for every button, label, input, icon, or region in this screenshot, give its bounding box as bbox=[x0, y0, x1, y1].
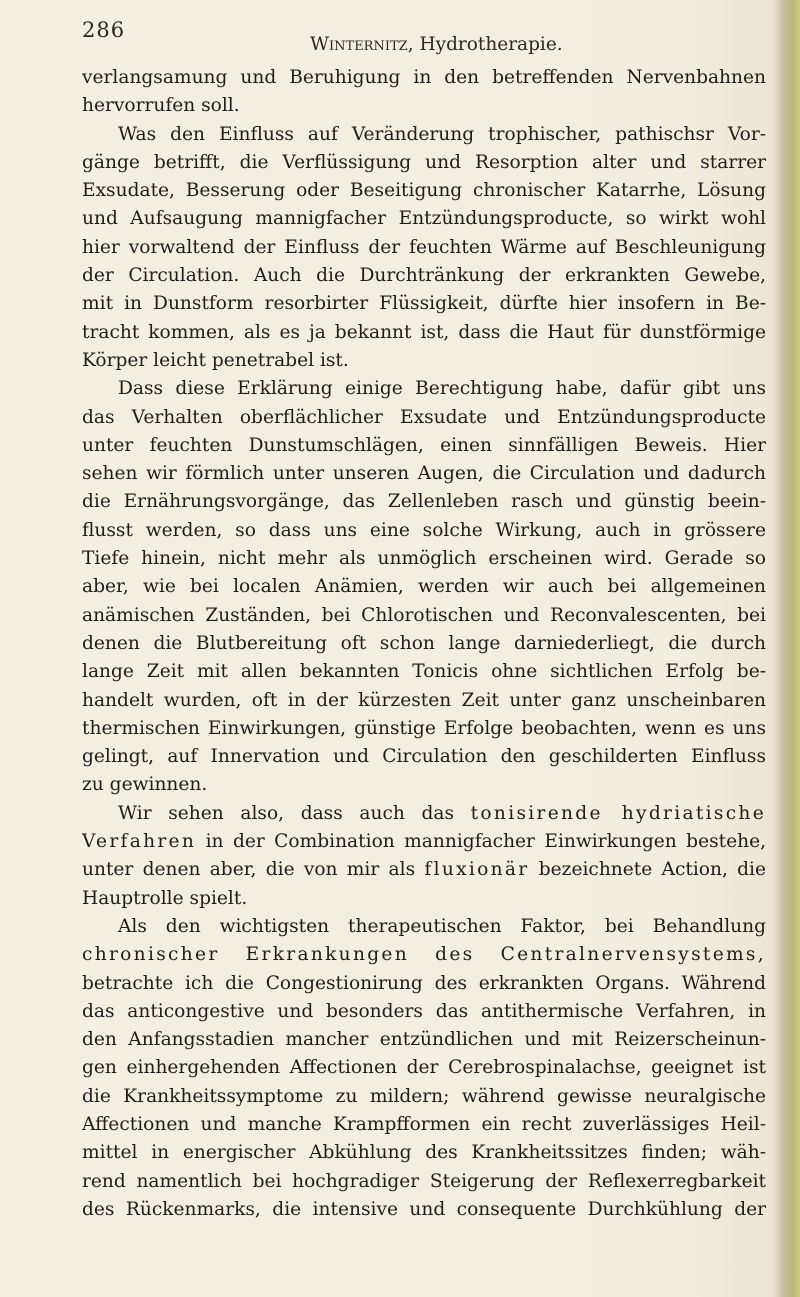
text-line: unter feuchten Dunstumschlägen, einen sinnfälligen Beweis. Hier bbox=[82, 434, 766, 456]
text-line: flusst werden, so dass uns eine solche Wirkung, auch in grössere bbox=[82, 519, 766, 541]
text-line: Als den wichtigsten therapeutischen Faktor, bei Behandlung bbox=[118, 915, 766, 937]
text-line: Exsudate, Besserung oder Beseitigung chronischer Katarrhe, Lösung bbox=[82, 180, 766, 202]
text-line: Hauptrolle spielt. bbox=[82, 887, 248, 909]
text-line: sehen wir förmlich unter unseren Augen, die Circulation und dadurch bbox=[82, 463, 766, 485]
text-line: Was den Einfluss auf Veränderung trophischer, pathischsr Vor- bbox=[118, 123, 766, 145]
text-line: zu gewinnen. bbox=[82, 774, 208, 796]
running-header bbox=[82, 16, 772, 56]
running-title bbox=[310, 34, 563, 55]
text-line: den Anfangsstadien mancher entzündlichen und mit Reizerscheinun- bbox=[82, 1029, 766, 1051]
text-line: verlangsamung und Beruhigung in den betreffenden Nervenbahnen bbox=[82, 67, 766, 88]
text-line bbox=[82, 828, 766, 856]
text-line bbox=[82, 800, 766, 828]
text-line bbox=[82, 856, 766, 884]
line-text: unter denen aber, die von mir als bbox=[82, 859, 425, 881]
text-line: thermischen Einwirkungen, günstige Erfolge beobachten, wenn es uns bbox=[82, 717, 766, 739]
text-line: Tiefe hinein, nicht mehr als unmöglich erscheinen wird. Gerade so bbox=[82, 548, 766, 570]
page-binding-edge bbox=[774, 0, 800, 1297]
emphasized-text: Verfahren bbox=[82, 831, 197, 853]
emphasized-text: fluxionär bbox=[424, 859, 530, 881]
header-separator: , bbox=[407, 34, 414, 55]
text-line: betrachte ich die Congestionirung des erkrankten Organs. Während bbox=[82, 972, 766, 994]
text-line: hervorrufen soll. bbox=[82, 95, 240, 117]
text-line: handelt wurden, oft in der kürzesten Zeit unter ganz unscheinbaren bbox=[82, 689, 766, 711]
line-text: Wir sehen also, dass auch das bbox=[118, 802, 471, 824]
text-line: des Rückenmarks, die intensive und consequente Durchkühlung der bbox=[82, 1198, 766, 1220]
text-line: Körper leicht penetrabel ist. bbox=[82, 349, 349, 371]
text-line: aber, wie bei localen Anämien, werden wir auch bei allgemeinen bbox=[82, 576, 766, 598]
text-line: das anticongestive und besonders das antithermische Verfahren, in bbox=[82, 1000, 766, 1022]
text-line: das Verhalten oberflächlicher Exsudate und Entzündungsproducte bbox=[82, 406, 766, 428]
text-line: gelingt, auf Innervation und Circulation den geschilderten Einfluss bbox=[82, 746, 766, 768]
text-line bbox=[82, 941, 766, 969]
text-line: und Aufsaugung mannigfacher Entzündungsproducte, so wirkt wohl bbox=[82, 208, 766, 230]
text-line: mittel in energischer Abkühlung des Krankheitssitzes finden; wäh- bbox=[82, 1142, 766, 1164]
emphasized-text: tonisirende hydriatische bbox=[470, 802, 766, 824]
text-line: lange Zeit mit allen bekannten Tonicis ohne sichtlichen Erfolg be- bbox=[82, 661, 766, 683]
body-text bbox=[82, 64, 766, 1224]
text-line: rend namentlich bei hochgradiger Steigerung der Reflexerregbarkeit bbox=[82, 1170, 766, 1192]
text-line: gen einhergehenden Affectionen der Cerebrospinalachse, geeignet ist bbox=[82, 1057, 766, 1079]
header-author: Winternitz bbox=[310, 34, 408, 55]
text-line: die Ernährungsvorgänge, das Zellenleben rasch und günstig beein- bbox=[82, 491, 766, 513]
text-line: tracht kommen, als es ja bekannt ist, dass die Haut für dunstförmige bbox=[82, 321, 766, 343]
text-line: die Krankheitssymptome zu mildern; während gewisse neuralgische bbox=[82, 1085, 766, 1107]
text-line: hier vorwaltend der Einfluss der feuchten Wärme auf Beschleunigung bbox=[82, 236, 766, 258]
line-text: in der Combination mannigfacher Einwirkungen bestehe, bbox=[196, 831, 766, 853]
text-line: der Circulation. Auch die Durchtränkung der erkrankten Gewebe, bbox=[82, 265, 766, 287]
text-line: gänge betrifft, die Verflüssigung und Resorption alter und starrer bbox=[82, 151, 766, 173]
text-line: Affectionen und manche Krampfformen ein recht zuverlässiges Heil- bbox=[82, 1113, 766, 1135]
text-line: Dass diese Erklärung einige Berechtigung habe, dafür gibt uns bbox=[118, 378, 766, 400]
page-number: 286 bbox=[82, 18, 126, 42]
emphasized-text: chronischer Erkrankungen des Centralnervensystems, bbox=[82, 944, 766, 966]
line-text: bezeichnete Action, die bbox=[529, 859, 766, 881]
text-line: mit in Dunstform resorbirter Flüssigkeit, dürfte hier insofern in Be- bbox=[82, 293, 766, 315]
text-line: denen die Blutbereitung oft schon lange darniederliegt, die durch bbox=[82, 632, 766, 654]
header-title: Hydrotherapie. bbox=[419, 34, 563, 55]
text-line: anämischen Zuständen, bei Chlorotischen und Reconvalescenten, bei bbox=[82, 604, 766, 626]
